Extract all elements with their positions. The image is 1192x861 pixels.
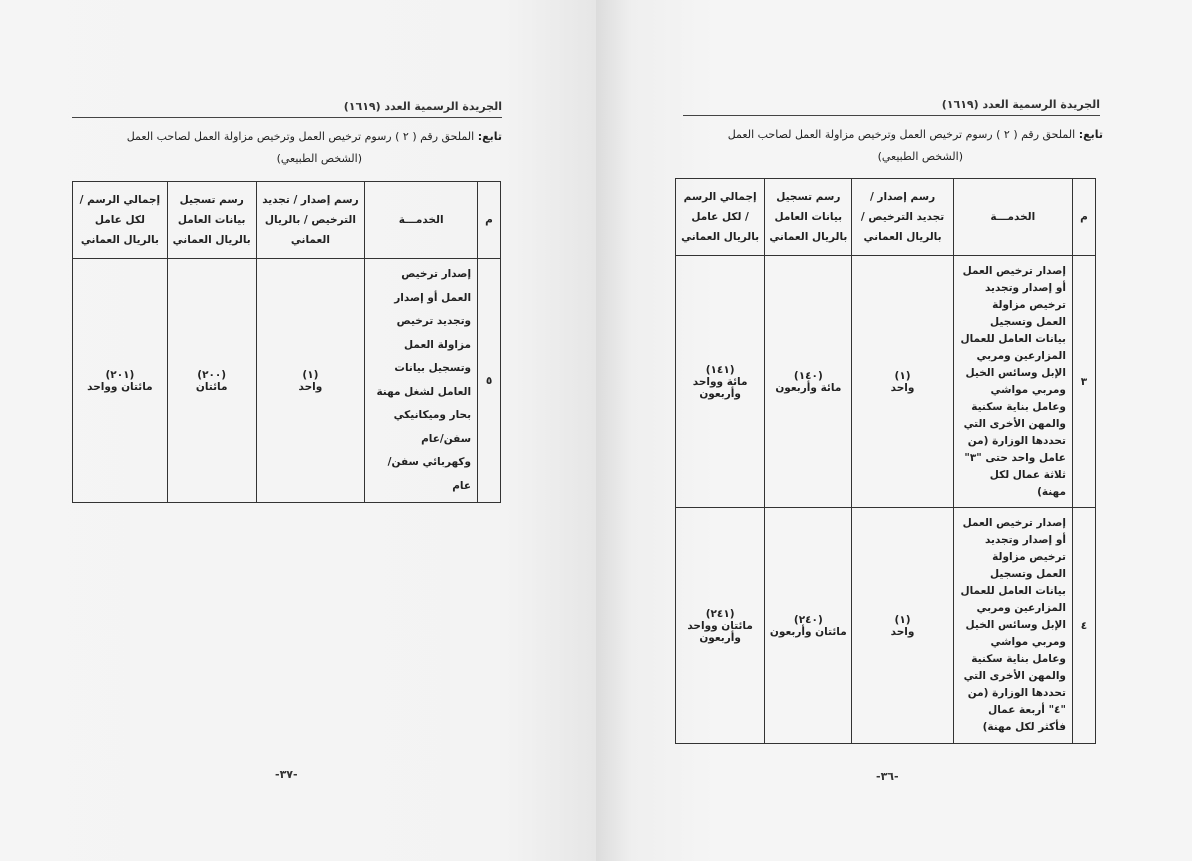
- issue-fee-words: واحد: [890, 625, 915, 638]
- issue-fee-words: واحد: [298, 380, 323, 393]
- row-number: ٤: [1072, 508, 1095, 744]
- total-fee-cell: [676, 508, 765, 744]
- col-header-m: م: [478, 182, 501, 259]
- reg-fee-words: مائتان وأربعون: [769, 625, 847, 638]
- issue-fee-cell: [852, 508, 953, 744]
- service-description: إصدار ترخيص العمل أو إصدار وتجديد ترخيص مزاولة العمل وتسجيل بيانات العامل للعمال المزارعين ومربي الإبل وسائس الخيل ومربي مواشي وعامل بناية سكنية والمهن الأخرى التي تحددها الوزارة (من عامل واحد حتى "٣" ثلاثة عمال لكل مهنة): [953, 256, 1072, 508]
- page-36: [596, 0, 1192, 861]
- fees-table: [675, 178, 1096, 744]
- total-fee-cell: [676, 256, 765, 508]
- issue-fee-number: (١): [894, 613, 911, 626]
- total-fee-words: مائة وواحد وأربعون: [692, 375, 748, 400]
- issue-fee-number: (١): [302, 368, 319, 381]
- reg-fee-words: مائة وأربعون: [775, 381, 842, 394]
- table-row: [73, 259, 501, 503]
- page-number: -٣٧-: [275, 768, 298, 781]
- caption-line-1: الملحق رقم ( ٢ ) رسوم ترخيص العمل وترخيص مزاولة العمل لصاحب العمل: [126, 130, 478, 143]
- issue-fee-number: (١): [894, 369, 911, 382]
- col-header-total: إجمالي الرسم / لكل عامل بالريال العماني: [73, 182, 168, 259]
- total-fee-number: (٢٠١): [105, 368, 135, 381]
- caption-prefix: تابع:: [1078, 128, 1103, 141]
- reg-fee-cell: [167, 259, 256, 503]
- issue-fee-cell: [256, 259, 365, 503]
- col-header-total: إجمالي الرسم / لكل عامل بالريال العماني: [676, 179, 765, 256]
- table-caption: [72, 126, 502, 170]
- col-header-m: م: [1072, 179, 1095, 256]
- fees-table: [72, 181, 501, 503]
- table-row: [676, 256, 1096, 508]
- total-fee-number: (٢٤١): [705, 607, 735, 620]
- reg-fee-number: (٢٠٠): [197, 368, 227, 381]
- issue-fee-words: واحد: [890, 381, 915, 394]
- col-header-service: الخدمـــة: [365, 182, 478, 259]
- gazette-header: الجريدة الرسمية العدد (١٦١٩): [683, 98, 1100, 116]
- col-header-issue-fee: رسم إصدار / تجديد الترخيص / بالريال العماني: [256, 182, 365, 259]
- reg-fee-cell: [765, 508, 852, 744]
- gazette-header: الجريدة الرسمية العدد (١٦١٩): [72, 100, 502, 118]
- reg-fee-number: (١٤٠): [793, 369, 823, 382]
- caption-prefix: تابع:: [477, 130, 502, 143]
- page-number: -٣٦-: [876, 770, 899, 783]
- row-number: ٣: [1072, 256, 1095, 508]
- col-header-service: الخدمـــة: [953, 179, 1072, 256]
- service-description: إصدار ترخيص العمل أو إصدار وتجديد ترخيص مزاولة العمل وتسجيل بيانات العامل لشغل مهنة بحار وميكانيكي سفن/عام وكهربائي سفن/عام: [365, 259, 478, 503]
- table-row: [676, 508, 1096, 744]
- col-header-reg-fee: رسم تسجيل بيانات العامل بالريال العماني: [765, 179, 852, 256]
- issue-fee-cell: [852, 256, 953, 508]
- total-fee-cell: [73, 259, 168, 503]
- table-header-row: [676, 179, 1096, 256]
- col-header-reg-fee: رسم تسجيل بيانات العامل بالريال العماني: [167, 182, 256, 259]
- caption-line-2: (الشخص الطبيعي): [276, 152, 362, 165]
- total-fee-words: مائتان وواحد: [87, 380, 153, 393]
- service-description: إصدار ترخيص العمل أو إصدار وتجديد ترخيص مزاولة العمل وتسجيل بيانات العامل للعمال المزارعين ومربي الإبل وسائس الخيل ومربي مواشي وعامل بناية سكنية والمهن الأخرى التي تحددها الوزارة (من "٤" أربعة عمال فأكثر لكل مهنة): [953, 508, 1072, 744]
- table-caption: [683, 124, 1103, 168]
- reg-fee-number: (٢٤٠): [793, 613, 823, 626]
- reg-fee-cell: [765, 256, 852, 508]
- reg-fee-words: مائتان: [195, 380, 228, 393]
- col-header-issue-fee: رسم إصدار / تجديد الترخيص / بالريال العماني: [852, 179, 953, 256]
- total-fee-words: مائتان وواحد وأربعون: [687, 619, 753, 644]
- caption-line-1: الملحق رقم ( ٢ ) رسوم ترخيص العمل وترخيص مزاولة العمل لصاحب العمل: [727, 128, 1079, 141]
- row-number: ٥: [478, 259, 501, 503]
- table-header-row: [73, 182, 501, 259]
- caption-line-2: (الشخص الطبيعي): [877, 150, 963, 163]
- total-fee-number: (١٤١): [705, 363, 735, 376]
